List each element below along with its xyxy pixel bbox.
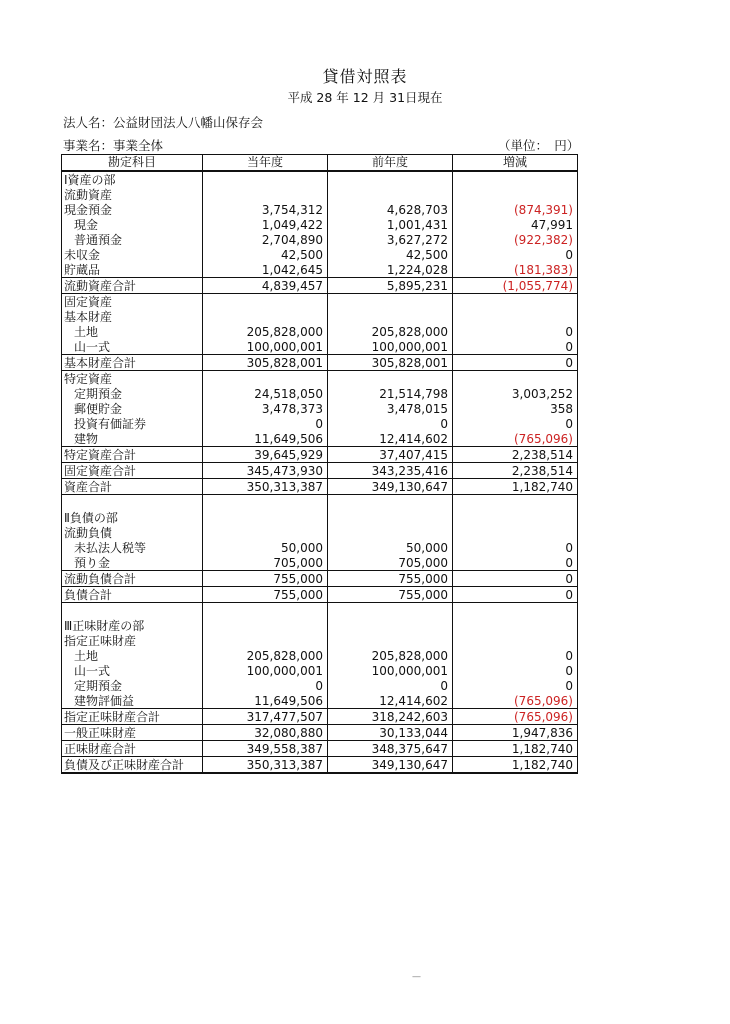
table-row — [62, 678, 578, 693]
change-value-cell: 0 — [453, 555, 578, 571]
account-cell: 固定資産 — [62, 294, 203, 310]
change-value-cell — [453, 495, 578, 511]
previous-value-cell — [328, 618, 453, 633]
current-value-cell: 100,000,001 — [203, 663, 328, 678]
account-cell: Ⅰ資産の部 — [62, 171, 203, 187]
current-value-cell: 350,313,387 — [203, 757, 328, 774]
current-value-cell — [203, 525, 328, 540]
previous-value-cell — [328, 525, 453, 540]
change-value-cell: (922,382) — [453, 232, 578, 247]
table-row — [62, 371, 578, 387]
change-value-cell: 1,182,740 — [453, 741, 578, 757]
current-value-cell — [203, 510, 328, 525]
table-row — [62, 309, 578, 324]
change-value-cell: (765,096) — [453, 693, 578, 709]
organization-name: 法人名：公益財団法人八幡山保存会 — [63, 115, 264, 130]
previous-value-cell — [328, 294, 453, 310]
previous-value-cell: 42,500 — [328, 247, 453, 262]
column-header-current: 当年度 — [203, 155, 328, 172]
current-value-cell: 39,645,929 — [203, 447, 328, 463]
table-row — [62, 663, 578, 678]
account-cell: 正味財産合計 — [62, 741, 203, 757]
account-cell: 現金 — [62, 217, 203, 232]
previous-value-cell: 50,000 — [328, 540, 453, 555]
previous-value-cell: 12,414,602 — [328, 693, 453, 709]
account-cell: 建物評価益 — [62, 693, 203, 709]
account-cell: 土地 — [62, 324, 203, 339]
change-value-cell: 0 — [453, 247, 578, 262]
table-row — [62, 294, 578, 310]
current-value-cell: 755,000 — [203, 587, 328, 603]
table-row — [62, 355, 578, 371]
account-cell: 基本財産 — [62, 309, 203, 324]
table-row — [62, 447, 578, 463]
account-cell: 貯蔵品 — [62, 262, 203, 278]
previous-value-cell: 1,001,431 — [328, 217, 453, 232]
current-value-cell: 32,080,880 — [203, 725, 328, 741]
change-value-cell: (1,055,774) — [453, 278, 578, 294]
change-value-cell: 1,182,740 — [453, 479, 578, 495]
current-value-cell: 50,000 — [203, 540, 328, 555]
current-value-cell: 3,478,373 — [203, 401, 328, 416]
current-value-cell: 11,649,506 — [203, 431, 328, 447]
balance-sheet-table — [61, 154, 578, 774]
account-cell: 山一式 — [62, 663, 203, 678]
account-cell: 定期預金 — [62, 678, 203, 693]
change-value-cell — [453, 371, 578, 387]
account-cell: 投資有価証券 — [62, 416, 203, 431]
previous-value-cell: 4,628,703 — [328, 202, 453, 217]
table-row — [62, 187, 578, 202]
account-cell: 流動資産 — [62, 187, 203, 202]
previous-value-cell: 0 — [328, 416, 453, 431]
previous-value-cell: 12,414,602 — [328, 431, 453, 447]
previous-value-cell: 755,000 — [328, 571, 453, 587]
previous-value-cell: 705,000 — [328, 555, 453, 571]
account-cell: 負債合計 — [62, 587, 203, 603]
account-cell: 定期預金 — [62, 386, 203, 401]
change-value-cell: 0 — [453, 355, 578, 371]
account-cell: 未払法人税等 — [62, 540, 203, 555]
business-name: 事業名：事業全体 — [63, 138, 164, 153]
column-header-previous: 前年度 — [328, 155, 453, 172]
current-value-cell — [203, 294, 328, 310]
table-row — [62, 648, 578, 663]
account-cell: 資産合計 — [62, 479, 203, 495]
change-value-cell — [453, 618, 578, 633]
account-cell: 一般正味財産 — [62, 725, 203, 741]
previous-value-cell — [328, 171, 453, 187]
change-value-cell — [453, 633, 578, 648]
previous-value-cell: 100,000,001 — [328, 339, 453, 355]
account-cell — [62, 603, 203, 619]
table-row — [62, 693, 578, 709]
table-row — [62, 587, 578, 603]
previous-value-cell: 755,000 — [328, 587, 453, 603]
current-value-cell: 205,828,000 — [203, 648, 328, 663]
current-value-cell: 4,839,457 — [203, 278, 328, 294]
change-value-cell: 358 — [453, 401, 578, 416]
current-value-cell: 345,473,930 — [203, 463, 328, 479]
table-row — [62, 540, 578, 555]
current-value-cell — [203, 618, 328, 633]
table-row — [62, 324, 578, 339]
table-row — [62, 463, 578, 479]
previous-value-cell — [328, 371, 453, 387]
change-value-cell: 2,238,514 — [453, 463, 578, 479]
current-value-cell: 755,000 — [203, 571, 328, 587]
table-row — [62, 217, 578, 232]
change-value-cell — [453, 309, 578, 324]
account-cell: 負債及び正味財産合計 — [62, 757, 203, 774]
change-value-cell: 3,003,252 — [453, 386, 578, 401]
change-value-cell: 2,238,514 — [453, 447, 578, 463]
change-value-cell: 0 — [453, 571, 578, 587]
account-cell: 基本財産合計 — [62, 355, 203, 371]
current-value-cell — [203, 371, 328, 387]
change-value-cell: (181,383) — [453, 262, 578, 278]
account-cell: 預り金 — [62, 555, 203, 571]
document-title: 貸借対照表 — [322, 67, 408, 86]
current-value-cell: 317,477,507 — [203, 709, 328, 725]
current-value-cell: 349,558,387 — [203, 741, 328, 757]
account-cell: Ⅲ正味財産の部 — [62, 618, 203, 633]
change-value-cell: 1,947,836 — [453, 725, 578, 741]
table-row — [62, 416, 578, 431]
column-header-account: 勘定科目 — [62, 155, 203, 172]
change-value-cell: (765,096) — [453, 431, 578, 447]
previous-value-cell — [328, 187, 453, 202]
table-row — [62, 741, 578, 757]
previous-value-cell — [328, 510, 453, 525]
table-row — [62, 571, 578, 587]
table-row — [62, 633, 578, 648]
change-value-cell — [453, 510, 578, 525]
previous-value-cell: 100,000,001 — [328, 663, 453, 678]
account-cell: 土地 — [62, 648, 203, 663]
change-value-cell: 0 — [453, 587, 578, 603]
account-cell: Ⅱ負債の部 — [62, 510, 203, 525]
previous-value-cell: 205,828,000 — [328, 648, 453, 663]
change-value-cell: 1,182,740 — [453, 757, 578, 774]
account-cell: 流動資産合計 — [62, 278, 203, 294]
previous-value-cell: 318,242,603 — [328, 709, 453, 725]
previous-value-cell: 349,130,647 — [328, 479, 453, 495]
change-value-cell: 0 — [453, 324, 578, 339]
account-cell: 流動負債 — [62, 525, 203, 540]
account-cell: 現金預金 — [62, 202, 203, 217]
current-value-cell — [203, 171, 328, 187]
previous-value-cell: 1,224,028 — [328, 262, 453, 278]
previous-value-cell — [328, 309, 453, 324]
table-row — [62, 555, 578, 571]
previous-value-cell: 37,407,415 — [328, 447, 453, 463]
change-value-cell: 0 — [453, 416, 578, 431]
account-cell: 流動負債合計 — [62, 571, 203, 587]
table-row — [62, 247, 578, 262]
change-value-cell — [453, 294, 578, 310]
previous-value-cell: 3,478,015 — [328, 401, 453, 416]
current-value-cell — [203, 187, 328, 202]
change-value-cell — [453, 171, 578, 187]
table-row — [62, 401, 578, 416]
current-value-cell: 11,649,506 — [203, 693, 328, 709]
current-value-cell: 0 — [203, 678, 328, 693]
account-cell: 特定資産 — [62, 371, 203, 387]
current-value-cell: 42,500 — [203, 247, 328, 262]
account-cell: 指定正味財産合計 — [62, 709, 203, 725]
current-value-cell: 0 — [203, 416, 328, 431]
previous-value-cell: 205,828,000 — [328, 324, 453, 339]
previous-value-cell: 5,895,231 — [328, 278, 453, 294]
current-value-cell — [203, 495, 328, 511]
change-value-cell: 0 — [453, 648, 578, 663]
previous-value-cell: 305,828,001 — [328, 355, 453, 371]
table-row — [62, 495, 578, 511]
current-value-cell: 1,049,422 — [203, 217, 328, 232]
previous-value-cell: 348,375,647 — [328, 741, 453, 757]
scan-mark: — — [412, 972, 421, 982]
previous-value-cell: 349,130,647 — [328, 757, 453, 774]
change-value-cell — [453, 603, 578, 619]
account-cell: 建物 — [62, 431, 203, 447]
table-body — [62, 171, 578, 773]
column-header-change: 増減 — [453, 155, 578, 172]
current-value-cell: 705,000 — [203, 555, 328, 571]
table-header-row — [62, 155, 578, 172]
current-value-cell: 2,704,890 — [203, 232, 328, 247]
previous-value-cell: 343,235,416 — [328, 463, 453, 479]
table-row — [62, 431, 578, 447]
change-value-cell: 0 — [453, 678, 578, 693]
report-date: 平成 28 年 12 月 31日現在 — [287, 90, 443, 105]
current-value-cell: 100,000,001 — [203, 339, 328, 355]
table-row — [62, 510, 578, 525]
table-row — [62, 618, 578, 633]
table-row — [62, 278, 578, 294]
change-value-cell — [453, 187, 578, 202]
unit-label: （単位： 円） — [498, 138, 580, 153]
account-cell: 山一式 — [62, 339, 203, 355]
current-value-cell — [203, 603, 328, 619]
change-value-cell: 0 — [453, 339, 578, 355]
change-value-cell: (765,096) — [453, 709, 578, 725]
table-row — [62, 171, 578, 187]
previous-value-cell — [328, 603, 453, 619]
current-value-cell: 305,828,001 — [203, 355, 328, 371]
previous-value-cell: 3,627,272 — [328, 232, 453, 247]
table-row — [62, 757, 578, 774]
table-row — [62, 709, 578, 725]
account-cell: 固定資産合計 — [62, 463, 203, 479]
previous-value-cell: 21,514,798 — [328, 386, 453, 401]
table-row — [62, 479, 578, 495]
change-value-cell: (874,391) — [453, 202, 578, 217]
current-value-cell: 3,754,312 — [203, 202, 328, 217]
previous-value-cell: 0 — [328, 678, 453, 693]
previous-value-cell — [328, 495, 453, 511]
table-row — [62, 525, 578, 540]
change-value-cell: 0 — [453, 663, 578, 678]
account-cell: 郵便貯金 — [62, 401, 203, 416]
account-cell: 未収金 — [62, 247, 203, 262]
table-row — [62, 262, 578, 278]
current-value-cell: 24,518,050 — [203, 386, 328, 401]
previous-value-cell: 30,133,044 — [328, 725, 453, 741]
account-cell: 指定正味財産 — [62, 633, 203, 648]
current-value-cell — [203, 633, 328, 648]
account-cell: 特定資産合計 — [62, 447, 203, 463]
table-row — [62, 339, 578, 355]
change-value-cell: 47,991 — [453, 217, 578, 232]
change-value-cell — [453, 525, 578, 540]
table-row — [62, 202, 578, 217]
previous-value-cell — [328, 633, 453, 648]
current-value-cell: 1,042,645 — [203, 262, 328, 278]
current-value-cell: 205,828,000 — [203, 324, 328, 339]
current-value-cell — [203, 309, 328, 324]
account-cell — [62, 495, 203, 511]
table-row — [62, 725, 578, 741]
table-row — [62, 232, 578, 247]
account-cell: 普通預金 — [62, 232, 203, 247]
current-value-cell: 350,313,387 — [203, 479, 328, 495]
table-row — [62, 603, 578, 619]
change-value-cell: 0 — [453, 540, 578, 555]
table-row — [62, 386, 578, 401]
